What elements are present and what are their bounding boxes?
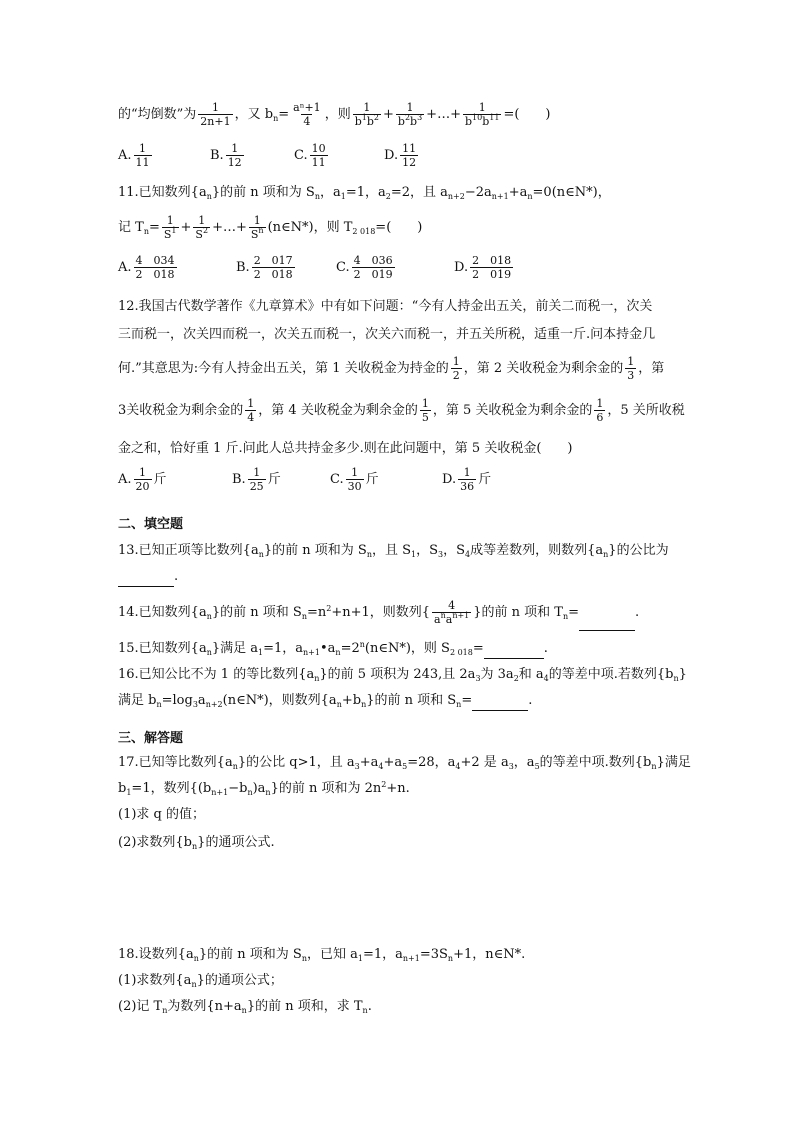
q17-line1: 17.已知等比数列$\{a_n\}$的公比 q>1，且 $a_3+a_4+a_5=28$，$a_4+2$ 是 $a_3$，$a_5$的等差中项.数列$\{b_n\}$满足: [118, 755, 691, 771]
q11-line1: 11.已知数列$\{a_n\}$的前 n 项和为 $S_n$，$a_1=1$，$a_2=2$，且 $a_{n+2}-2a_{n+1}+a_n=0(n\in N*)$，: [118, 185, 611, 201]
fraction: $\frac{\text{aⁿ+1}}{4}$: [293, 101, 321, 128]
fraction: $\frac{1}{2n+1}$: [200, 101, 231, 128]
q14-line: 14.已知数列$\{a_n\}$的前 n 项和 $S_n=n^2+n+1$，则数列{ $\frac{4}{a^na^{n+1}}$ }的前 n 项和 $T_n=$ .: [118, 596, 639, 630]
fraction: $\frac{1}{b^{10}b^{11}}$: [464, 101, 500, 128]
section-heading-fill-in: 二、填空题: [118, 517, 184, 532]
q15-line: 15.已知数列$\{a_n\}$满足 $a_1=1$，$a_{n+1}•a_n=2^n(n\in N*)$，则 $S_{2 018}=$ .: [118, 640, 548, 657]
q18-part2: (2)记 $T_n$为数列$\{n+a_n\}$的前 n 项和，求 $T_n$.: [118, 999, 372, 1015]
q13-line2: .: [118, 568, 178, 587]
q12-line4: 3关收税金为剩余金的 $\frac{1}{4}$ ，第 4 关收税金为剩余金的 $\frac{1}{5}$ ，第 5 关收税金为剩余金的 $\frac{1}{6}$ ，5 关所收税: [118, 397, 685, 424]
q17-part2: (2)求数列$\{b_n\}$的通项公式.: [118, 835, 275, 851]
fraction: $\frac{1}{b^2b^3}$: [397, 101, 423, 128]
q17-part1: (1)求 q 的值；: [118, 807, 206, 822]
fraction: $\frac{1}{b^1b^2}$: [354, 101, 379, 128]
q10-line: 的“均倒数”为 $\frac{1}{2n+1}$ ，又 $b_n=$ $\frac{\text{aⁿ+1}}{4}$ ，则 $\frac{1}{b^1b^2}$ + $\frac{1}{b^2b^3}$ +…+ $\frac{1}{b^{10}b^{11}}$ =( ): [118, 101, 551, 128]
q12-line1: 12.我国古代数学著作《九章算术》中有如下问题：“今有人持金出五关，前关二而税一，次关: [118, 299, 653, 314]
option-c: C. $\frac{4 036}{2 019}$: [336, 254, 393, 281]
option-d: D. $\frac{1}{36}$ 斤: [442, 466, 492, 493]
answer-blank[interactable]: [579, 596, 635, 631]
q12-line2: 三而税一，次关四而税一，次关五而税一，次关六而税一，并五关所税，适重一斤.问本持金几: [118, 327, 656, 342]
option-b: B. $\frac{1}{12}$: [210, 142, 242, 169]
q18-line1: 18.设数列$\{a_n\}$的前 n 项和为 $S_n$，已知 $a_1=1$，$a_{n+1}=3S_n+1$，n∈N*.: [118, 947, 526, 963]
section-heading-solve: 三、解答题: [118, 731, 184, 746]
option-b: B. $\frac{2 017}{2 018}$: [236, 254, 293, 281]
option-a: A. $\frac{1}{20}$ 斤: [118, 466, 167, 493]
option-c: C. $\frac{1}{30}$ 斤: [330, 466, 379, 493]
option-d: D. $\frac{11}{12}$: [384, 142, 417, 169]
option-a: A. $\frac{1}{11}$: [118, 142, 150, 169]
answer-blank[interactable]: [472, 692, 528, 711]
q18-part1: (1)求数列$\{a_n\}$的通项公式；: [118, 973, 283, 989]
option-b: B. $\frac{1}{25}$ 斤: [232, 466, 281, 493]
q10-text: 的“均倒数”为: [118, 107, 197, 122]
q13-line1: 13.已知正项等比数列$\{a_n\}$的前 n 项和为 $S_n$，且 $S_1$，$S_3$，$S_4$成等差数列，则数列$\{a_n\}$的公比为: [118, 543, 669, 559]
q12-line5: 金之和，恰好重 1 斤.问此人总共持金多少.则在此问题中，第 5 关收税金( ): [118, 441, 573, 456]
option-a: A. $\frac{4 034}{2 018}$: [118, 254, 175, 281]
q12-line3: 何.”其意思为:今有人持金出五关，第 1 关收税金为持金的 $\frac{1}{2}$ ，第 2 关收税金为剩余金的 $\frac{1}{3}$ ，第: [118, 355, 665, 382]
q16-line1: 16.已知公比不为 1 的等比数列$\{a_n\}$的前 5 项积为 243,且 $2a_3$为 $3a_2$和 $a_4$的等差中项.若数列$\{b_n\}$: [118, 667, 687, 683]
q17-line2: $b_1=1$，数列$\{(b_{n+1}-b_n)a_n\}$的前 n 项和为 $2n^2+n$.: [118, 780, 410, 797]
option-c: C. $\frac{10}{11}$: [294, 142, 326, 169]
q16-line2: 满足 $b_n=\log_3a_{n+2}(n\in N*)$，则数列$\{a_n+b_n\}$的前 n 项和 $S_n=$ .: [118, 693, 533, 709]
q11-line2: 记 $T_n=$ $\frac{1}{S^1}$ + $\frac{1}{S^2}$ +…+ $\frac{1}{S^n}$ (n∈N*)，则 $T_{2 018}=$( ): [118, 214, 423, 241]
answer-blank[interactable]: [484, 640, 544, 659]
answer-blank[interactable]: [118, 568, 174, 587]
option-d: D. $\frac{2 018}{2 019}$: [454, 254, 512, 281]
